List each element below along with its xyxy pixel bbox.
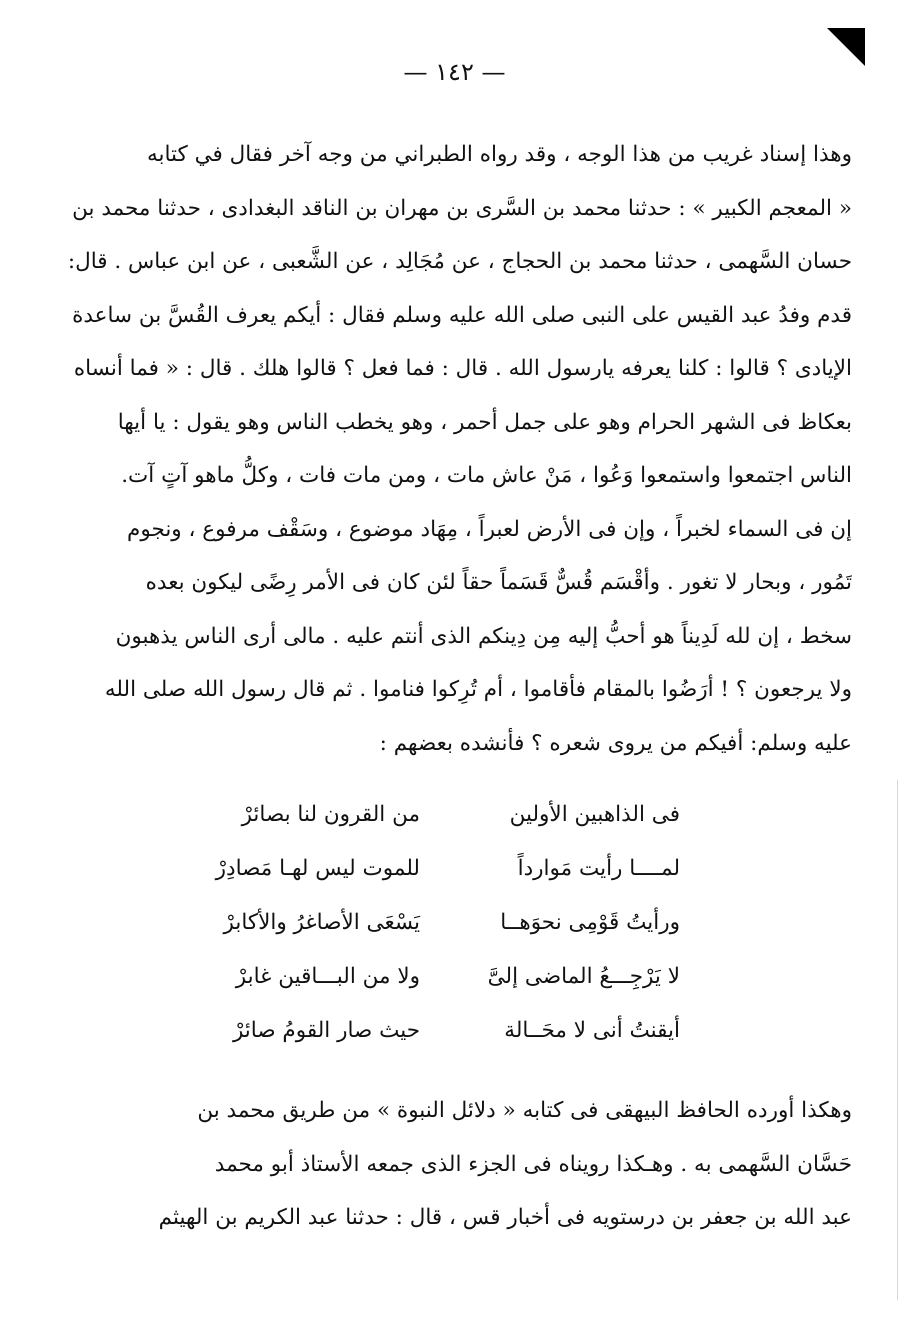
verse-second-hemistich: يَسْعَى الأصاغرُ والأكابرْ bbox=[223, 910, 420, 935]
text-line: عليه وسلم: أفيكم من يروى شعره ؟ فأنشده بعضهم : bbox=[379, 730, 852, 756]
text-line: الإيادى ؟ قالوا : كلنا يعرفه يارسول الله . قال : فما فعل ؟ قالوا هلك . قال : « فما أنساه bbox=[73, 356, 852, 381]
prose-paragraph-bottom bbox=[52, 1084, 852, 1245]
text-line: حَسَّان السَّهمى به . وهـكذا رويناه فى الجزء الذى جمعه الأستاذ أبو محمد bbox=[214, 1151, 852, 1177]
verse-row bbox=[180, 1004, 680, 1058]
page-edge-line bbox=[897, 780, 898, 1300]
verse-first-hemistich: لا يَرْجِـــعُ الماضى إلىَّ bbox=[487, 964, 680, 989]
text-line: « المعجم الكبير » : حدثنا محمد بن السَّرى بن مهران بن الناقد البغدادى ، حدثنا محمد بن bbox=[72, 195, 852, 221]
verse-first-hemistich: لمــــا رأيت مَوارداً bbox=[517, 856, 680, 881]
verse-row bbox=[180, 950, 680, 1004]
text-line: الناس اجتمعوا واستمعوا وَعُوا ، مَنْ عاش مات ، ومن مات فات ، وكلُّ ماهو آتٍ آت. bbox=[121, 463, 852, 488]
text-line: وهكذا أورده الحافظ البيهقى فى كتابه « دلائل النبوة » من طريق محمد بن bbox=[197, 1098, 852, 1123]
verse-first-hemistich: أيقنتُ أنى لا محَــالة bbox=[504, 1018, 680, 1043]
text-line: قدم وفدُ عبد القيس على النبى صلى الله عليه وسلم فقال : أيكم يعرف القُسَّ بن ساعدة bbox=[72, 302, 852, 328]
text-line: وهذا إسناد غريب من هذا الوجه ، وقد رواه الطبراني من وجه آخر فقال في كتابه bbox=[146, 142, 852, 167]
verse-second-hemistich: حيث صار القومُ صائرْ bbox=[232, 1018, 420, 1043]
prose-paragraph-top bbox=[52, 128, 852, 770]
verse-second-hemistich: للموت ليس لهـا مَصادِرْ bbox=[215, 856, 420, 881]
text-line: حسان السَّهمى ، حدثنا محمد بن الحجاج ، عن مُجَالِد ، عن الشَّعبى ، عن ابن عباس . قال: bbox=[67, 249, 852, 274]
poem-verses bbox=[180, 788, 680, 1058]
verse-second-hemistich: من القرون لنا بصائرْ bbox=[241, 802, 420, 827]
text-line: عبد الله بن جعفر بن درستويه فى أخبار قس ، قال : حدثنا عبد الكريم بن الهيثم bbox=[158, 1205, 852, 1230]
text-line: سخط ، إن لله لَدِيناً هو أحبُّ إليه مِن دِينكم الذى أنتم عليه . مالى أرى الناس يذهبون bbox=[115, 623, 852, 649]
verse-second-hemistich: ولا من البـــاقين غابرْ bbox=[235, 964, 420, 989]
text-line: تَمُور ، وبحار لا تغور . وأقْسَم قُسٌّ قَسَماً حقاً لئن كان فى الأمر رِضًى ليكون بعده bbox=[145, 570, 852, 595]
text-line: ولا يرجعون ؟ ! أرَضُوا بالمقام فأقاموا ، أم تُرِكوا فناموا . ثم قال رسول الله صلى الله bbox=[104, 677, 852, 702]
verse-row bbox=[180, 896, 680, 950]
verse-row bbox=[180, 788, 680, 842]
text-line: إن فى السماء لخبراً ، وإن فى الأرض لعبراً ، مِهَاد موضوع ، وسَقْف مرفوع ، ونجوم bbox=[127, 516, 852, 542]
verse-first-hemistich: فى الذاهبين الأولين bbox=[509, 802, 680, 827]
verse-row bbox=[180, 842, 680, 896]
page-number: — ١٤٢ — bbox=[403, 58, 506, 86]
text-line: بعكاظ فى الشهر الحرام وهو على جمل أحمر ، وهو يخطب الناس وهو يقول : يا أيها bbox=[117, 409, 852, 435]
verse-first-hemistich: ورأيتُ قَوْمِى نحوَهــا bbox=[500, 910, 680, 935]
